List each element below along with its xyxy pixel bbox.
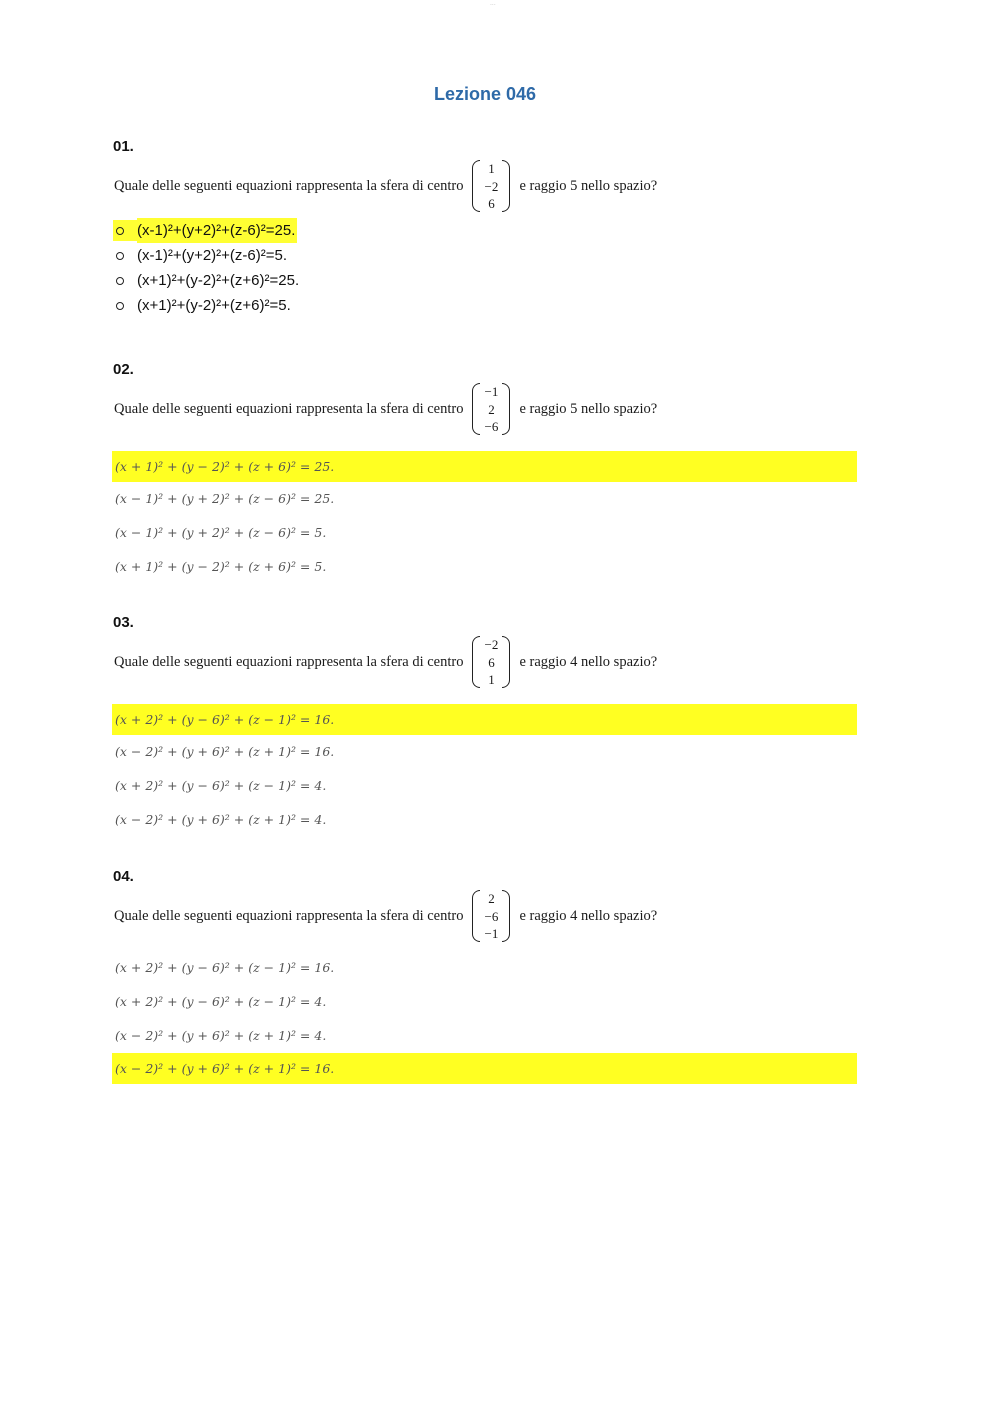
answer-option[interactable]: (x + 2)² + (y − 6)² + (z − 1)² = 4. xyxy=(115,778,327,793)
answer-option[interactable]: (x − 2)² + (y + 6)² + (z + 1)² = 16. xyxy=(112,1053,857,1084)
question-prefix: Quale delle seguenti equazioni rappresenta la sfera di centro xyxy=(114,907,464,924)
answer-option[interactable]: (x + 2)² + (y − 6)² + (z − 1)² = 16. xyxy=(112,704,857,735)
answer-option[interactable] xyxy=(113,243,301,268)
question-suffix: e raggio 4 nello spazio? xyxy=(519,653,658,670)
answer-text: (x-1)²+(y+2)²+(z-6)²=25. xyxy=(137,218,297,243)
answer-list xyxy=(112,704,857,837)
center-vector xyxy=(472,383,510,435)
center-vector xyxy=(472,890,510,942)
question-text xyxy=(114,381,657,437)
question-text xyxy=(114,634,657,690)
answer-option[interactable]: (x + 2)² + (y − 6)² + (z − 1)² = 4. xyxy=(115,994,327,1009)
left-paren xyxy=(472,890,480,942)
right-paren xyxy=(502,890,510,942)
answer-text: (x+1)²+(y-2)²+(z+6)²=25. xyxy=(137,272,300,289)
left-paren xyxy=(472,636,480,688)
question-number: 01. xyxy=(113,138,134,155)
answer-option[interactable]: (x − 1)² + (y + 2)² + (z − 6)² = 5. xyxy=(115,525,327,540)
question-prefix: Quale delle seguenti equazioni rappresenta la sfera di centro xyxy=(114,653,464,670)
left-paren xyxy=(472,160,480,212)
question-number: 03. xyxy=(113,614,134,631)
vector-cell: 1 xyxy=(488,672,495,687)
vector-cell: 1 xyxy=(488,161,495,176)
answer-option[interactable]: (x − 1)² + (y + 2)² + (z − 6)² = 25. xyxy=(115,491,335,506)
right-paren xyxy=(502,383,510,435)
answer-list xyxy=(112,451,857,584)
vector-cell: 2 xyxy=(488,401,495,417)
vector-cell: −1 xyxy=(484,926,499,941)
question-suffix: e raggio 5 nello spazio? xyxy=(519,400,658,417)
question-number: 02. xyxy=(113,361,134,378)
question-prefix: Quale delle seguenti equazioni rappresenta la sfera di centro xyxy=(114,400,464,417)
answer-option[interactable]: (x − 2)² + (y + 6)² + (z + 1)² = 4. xyxy=(115,812,327,827)
answer-list xyxy=(112,951,857,1084)
vector-cell: −6 xyxy=(484,419,499,434)
answer-text: (x-1)²+(y+2)²+(z-6)²=5. xyxy=(137,247,288,264)
answer-option[interactable]: (x + 1)² + (y − 2)² + (z + 6)² = 25. xyxy=(112,451,857,482)
answer-list xyxy=(113,218,301,318)
answer-option[interactable]: (x − 2)² + (y + 6)² + (z + 1)² = 16. xyxy=(115,744,335,759)
radio-bullet-icon xyxy=(116,302,124,310)
radio-bullet-icon xyxy=(116,227,124,235)
left-paren xyxy=(472,383,480,435)
vector-cell: −2 xyxy=(484,178,499,194)
answer-option[interactable] xyxy=(113,218,301,243)
radio-bullet-icon xyxy=(116,252,124,260)
question-text xyxy=(114,888,657,944)
page-title: Lezione 046 xyxy=(433,84,537,104)
right-paren xyxy=(502,160,510,212)
answer-option[interactable] xyxy=(113,293,301,318)
question-prefix: Quale delle seguenti equazioni rappresenta la sfera di centro xyxy=(114,177,464,194)
vector-cell: −6 xyxy=(484,908,499,924)
answer-text: (x+1)²+(y-2)²+(z+6)²=5. xyxy=(137,297,291,314)
radio-bullet-icon xyxy=(116,277,124,285)
answer-option[interactable] xyxy=(113,268,301,293)
center-vector xyxy=(472,160,510,212)
question-number: 04. xyxy=(113,868,134,885)
question-suffix: e raggio 5 nello spazio? xyxy=(519,177,658,194)
answer-option[interactable]: (x + 1)² + (y − 2)² + (z + 6)² = 5. xyxy=(115,559,327,574)
vector-cell: −2 xyxy=(484,637,499,652)
right-paren xyxy=(502,636,510,688)
page-mark: ... xyxy=(490,0,496,7)
vector-cell: −1 xyxy=(484,384,499,399)
answer-option[interactable]: (x + 2)² + (y − 6)² + (z − 1)² = 16. xyxy=(115,960,335,975)
center-vector xyxy=(472,636,510,688)
question-suffix: e raggio 4 nello spazio? xyxy=(519,907,658,924)
vector-cell: 6 xyxy=(488,196,495,211)
vector-cell: 6 xyxy=(488,654,495,670)
question-text xyxy=(114,158,657,214)
vector-cell: 2 xyxy=(488,891,495,906)
answer-option[interactable]: (x − 2)² + (y + 6)² + (z + 1)² = 4. xyxy=(115,1028,327,1043)
